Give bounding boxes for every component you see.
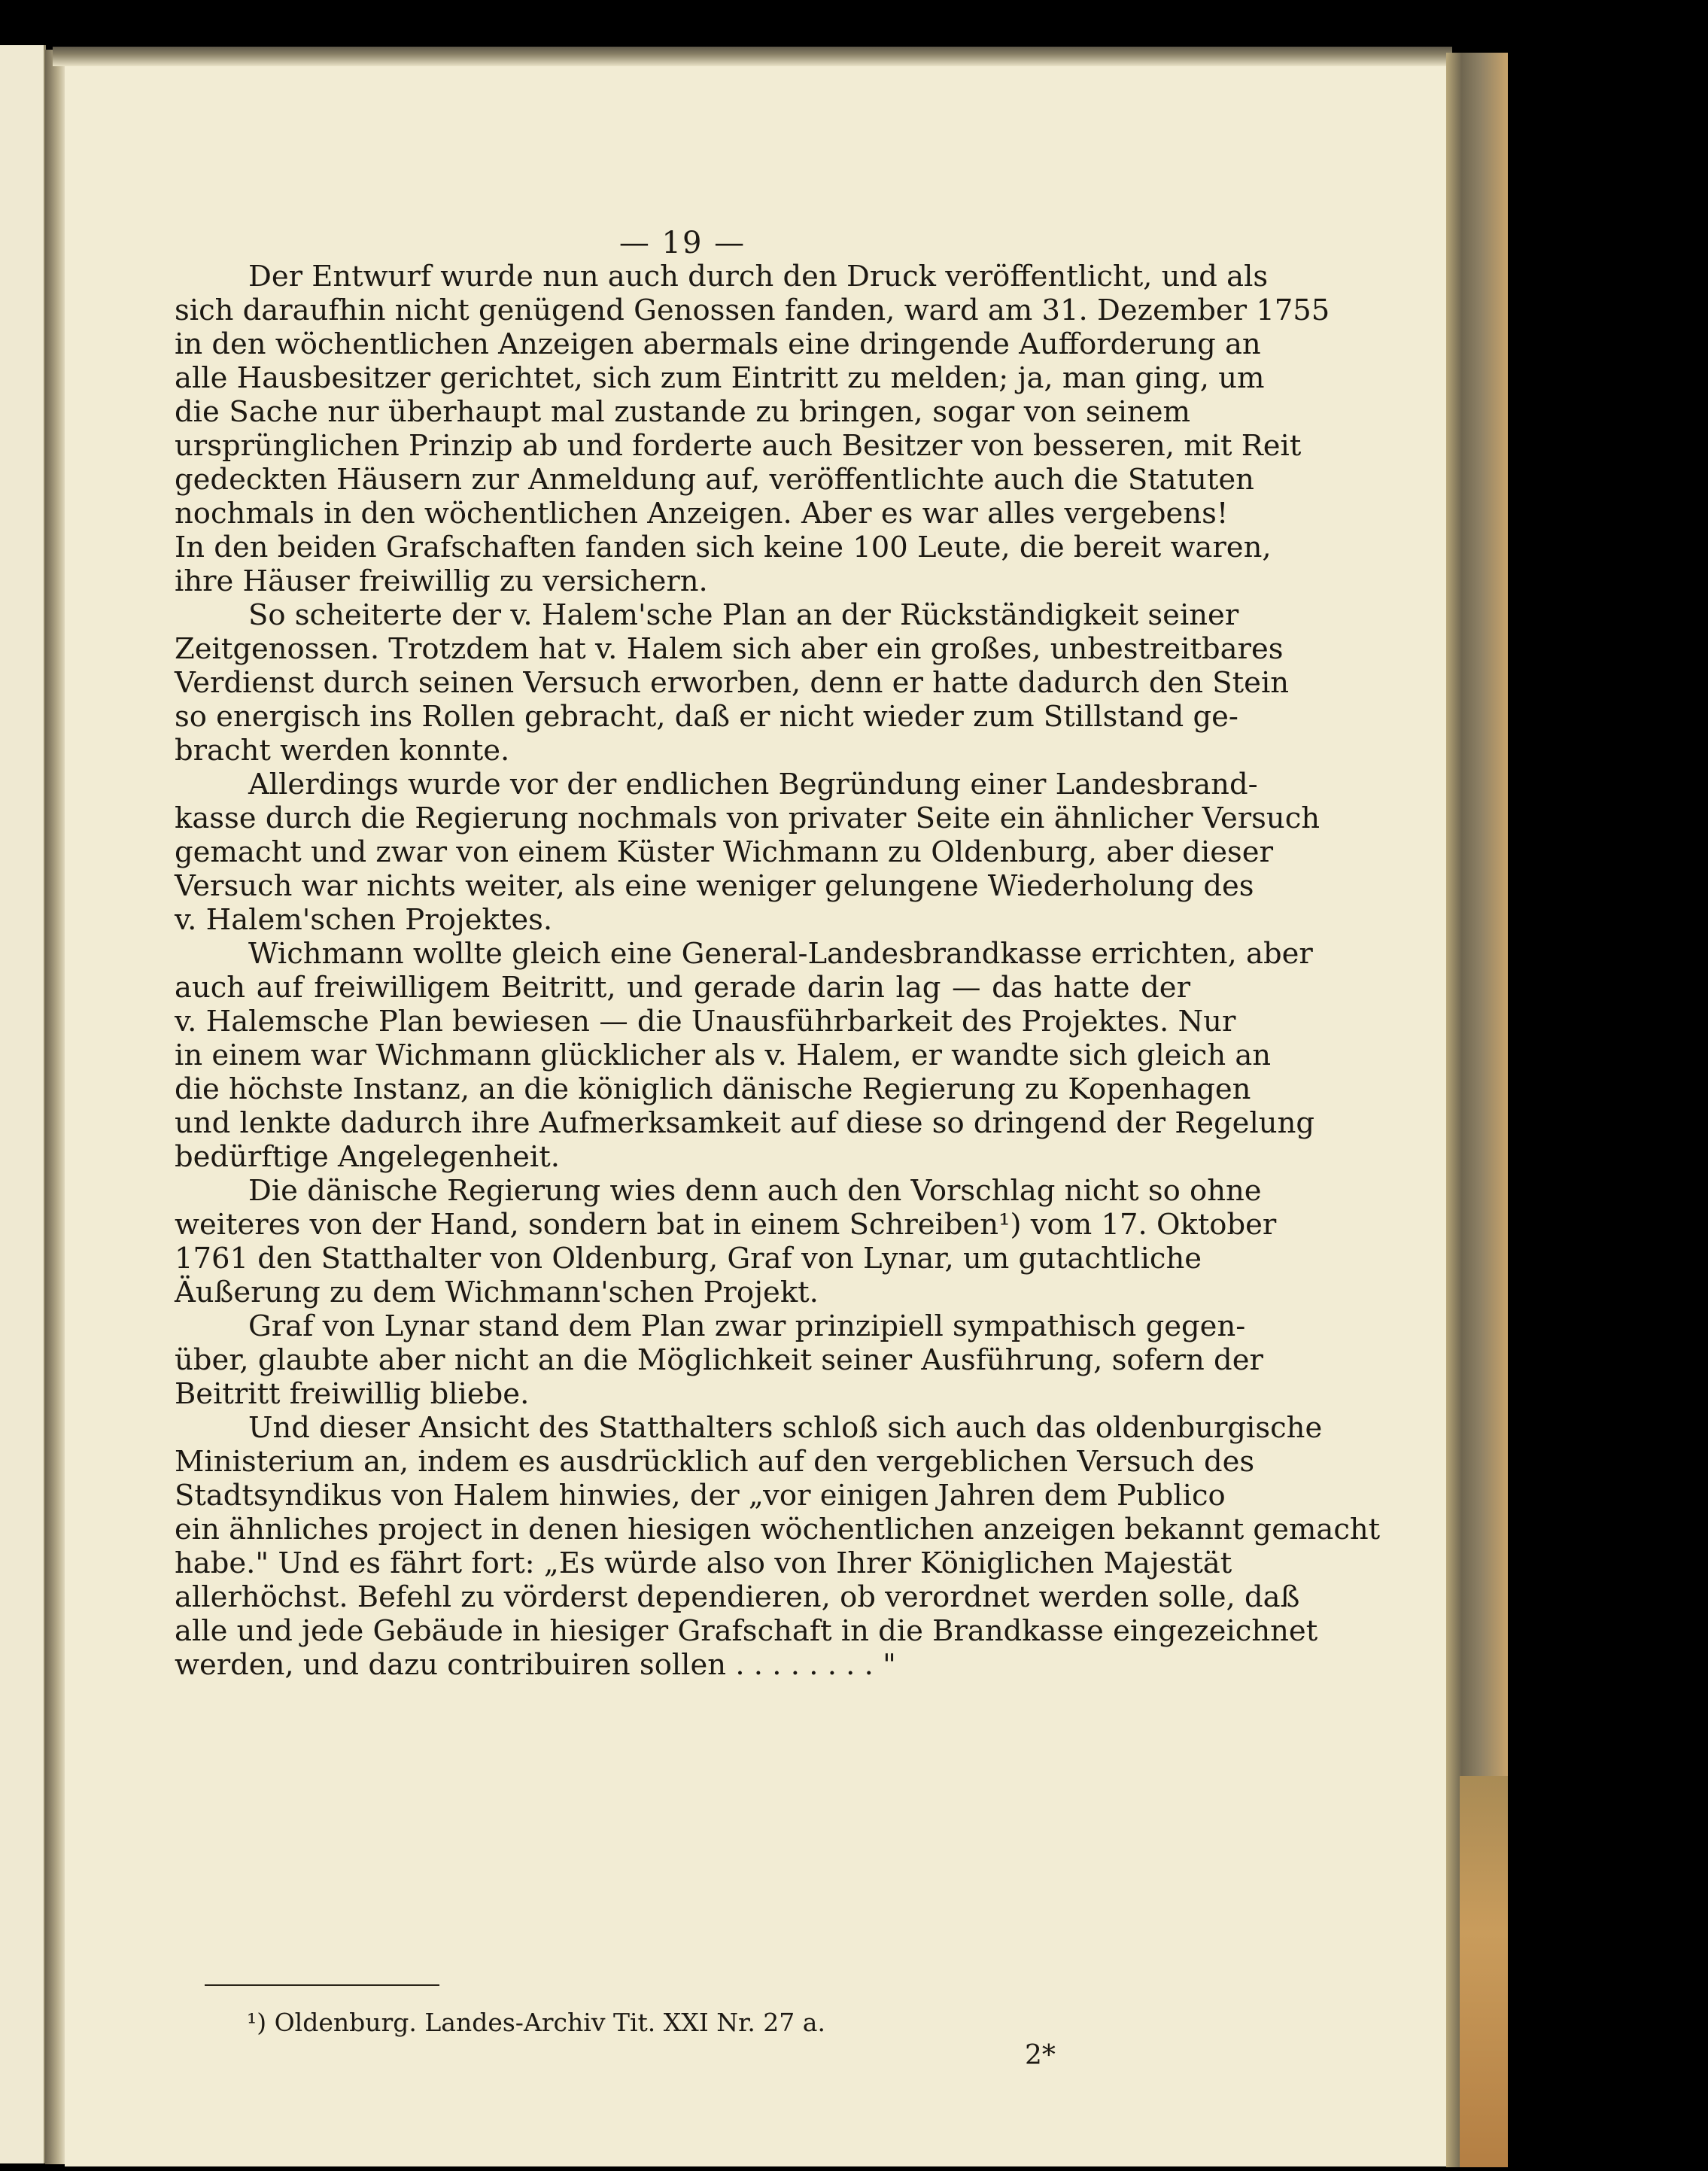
text-line: gedeckten Häusern zur Anmeldung auf, veröffentlichte auch die Statuten xyxy=(175,463,1254,497)
text-line: Und dieser Ansicht des Statthalters schloß sich auch das oldenburgische xyxy=(248,1411,1323,1445)
text-line: v. Halemsche Plan bewiesen — die Unausführbarkeit des Projektes. Nur xyxy=(175,1005,1236,1038)
text-line: Stadtsyndikus von Halem hinwies, der „vor einigen Jahren dem Publico xyxy=(175,1479,1226,1513)
text-line: 1761 den Statthalter von Oldenburg, Graf von Lynar, um gutachtliche xyxy=(175,1242,1202,1276)
book-gutter xyxy=(45,50,66,2164)
text-line: in einem war Wichmann glücklicher als v. Halem, er wandte sich gleich an xyxy=(175,1038,1272,1072)
text-line: Wichmann wollte gleich eine General-Landesbrandkasse errichten, aber xyxy=(248,937,1313,971)
paragraph xyxy=(175,1411,1381,1682)
text-line: Äußerung zu dem Wichmann'schen Projekt. xyxy=(175,1276,819,1309)
text-line: Der Entwurf wurde nun auch durch den Druck veröffentlicht, und als xyxy=(248,260,1269,293)
page-top-edge xyxy=(53,47,1452,66)
text-line: und lenkte dadurch ihre Aufmerksamkeit auf diese so dringend der Regelung xyxy=(175,1106,1315,1140)
facing-page-edge xyxy=(0,45,46,2163)
text-line: alle und jede Gebäude in hiesiger Grafschaft in die Brandkasse eingezeichnet xyxy=(175,1614,1318,1648)
text-line: sich daraufhin nicht genügend Genossen fanden, ward am 31. Dezember 1755 xyxy=(175,293,1330,327)
paragraph xyxy=(175,1174,1277,1309)
text-line: bracht werden konnte. xyxy=(175,734,510,768)
footnote-divider xyxy=(205,1984,439,1986)
text-line: weiteres von der Hand, sondern bat in einem Schreiben¹) vom 17. Oktober xyxy=(175,1208,1277,1242)
text-line: ein ähnliches project in denen hiesigen wöchentlichen anzeigen bekannt gemacht xyxy=(175,1513,1381,1546)
text-line: in den wöchentlichen Anzeigen abermals eine dringende Aufforderung an xyxy=(175,327,1261,361)
text-line: so energisch ins Rollen gebracht, daß er nicht wieder zum Stillstand ge- xyxy=(175,700,1238,734)
text-line: Allerdings wurde vor der endlichen Begründung einer Landesbrand- xyxy=(248,768,1258,801)
paragraph xyxy=(175,768,1321,937)
text-line: über, glaubte aber nicht an die Möglichkeit seiner Ausführung, sofern der xyxy=(175,1343,1263,1377)
text-line: In den beiden Grafschaften fanden sich keine 100 Leute, die bereit waren, xyxy=(175,531,1272,564)
text-line: ursprünglichen Prinzip ab und forderte auch Besitzer von besseren, mit Reit xyxy=(175,429,1302,463)
text-line: Versuch war nichts weiter, als eine weniger gelungene Wiederholung des xyxy=(175,869,1254,903)
paragraph xyxy=(175,937,1315,1174)
text-line: alle Hausbesitzer gerichtet, sich zum Eintritt zu melden; ja, man ging, um xyxy=(175,361,1265,395)
text-line: allerhöchst. Befehl zu vörderst dependieren, ob verordnet werden solle, daß xyxy=(175,1580,1300,1614)
text-line: ihre Häuser freiwillig zu versichern. xyxy=(175,564,708,598)
footnote: ¹) Oldenburg. Landes-Archiv Tit. XXI Nr. 27 a. xyxy=(247,2008,825,2037)
page-number: — 19 — xyxy=(618,226,746,260)
text-line: habe." Und es fährt fort: „Es würde also von Ihrer Königlichen Majestät xyxy=(175,1546,1232,1580)
text-line: kasse durch die Regierung nochmals von privater Seite ein ähnlicher Versuch xyxy=(175,801,1321,835)
text-line: nochmals in den wöchentlichen Anzeigen. Aber es war alles vergebens! xyxy=(175,497,1229,531)
text-line: Verdienst durch seinen Versuch erworben, denn er hatte dadurch den Stein xyxy=(175,666,1290,700)
text-line: bedürftige Angelegenheit. xyxy=(175,1140,560,1174)
text-line: auch auf freiwilligem Beitritt, und gerade darin lag — das hatte der xyxy=(175,971,1190,1005)
text-line: Beitritt freiwillig bliebe. xyxy=(175,1377,530,1411)
text-line: So scheiterte der v. Halem'sche Plan an der Rückständigkeit seiner xyxy=(248,598,1239,632)
paragraph xyxy=(175,260,1330,598)
text-line: werden, und dazu contribuiren sollen . . . . . . . . " xyxy=(175,1648,896,1682)
text-line: die höchste Instanz, an die königlich dänische Regierung zu Kopenhagen xyxy=(175,1072,1251,1106)
text-line: Zeitgenossen. Trotzdem hat v. Halem sich aber ein großes, unbestreitbares xyxy=(175,632,1284,666)
signature-mark: 2* xyxy=(1025,2040,1056,2071)
text-line: Die dänische Regierung wies denn auch den Vorschlag nicht so ohne xyxy=(248,1174,1262,1208)
text-line: Ministerium an, indem es ausdrücklich auf den vergeblichen Versuch des xyxy=(175,1445,1255,1479)
paragraph xyxy=(175,598,1290,768)
paragraph xyxy=(175,1309,1263,1411)
book-cover-corner xyxy=(1460,1776,1508,2167)
text-line: die Sache nur überhaupt mal zustande zu bringen, sogar von seinem xyxy=(175,395,1190,429)
text-line: gemacht und zwar von einem Küster Wichmann zu Oldenburg, aber dieser xyxy=(175,835,1273,869)
text-line: v. Halem'schen Projektes. xyxy=(175,903,553,937)
text-line: Graf von Lynar stand dem Plan zwar prinzipiell sympathisch gegen- xyxy=(248,1309,1246,1343)
body-text xyxy=(175,260,1381,1682)
